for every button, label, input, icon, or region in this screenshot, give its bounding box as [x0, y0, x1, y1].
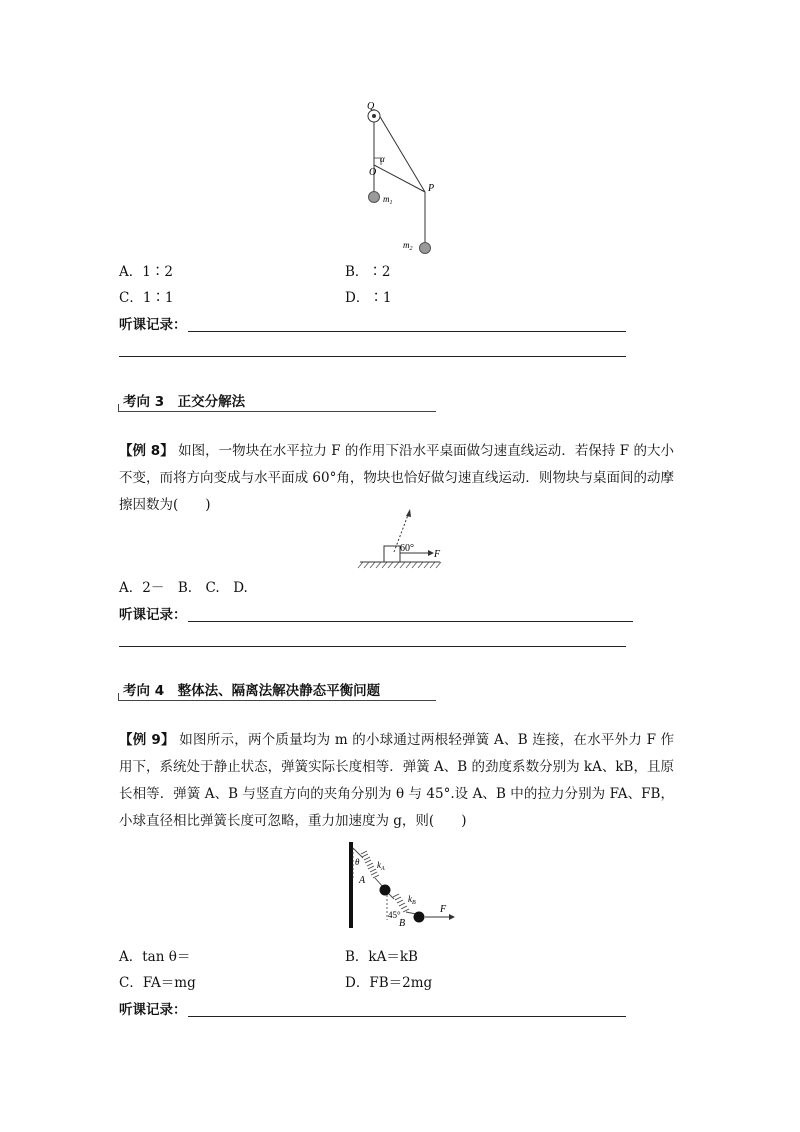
question-body: 如图，一物块在水平拉力 F 的作用下沿水平桌面做匀速直线运动．若保持 F 的大小不变，而将方向变成与水平面成 60°角，物块也恰好做匀速直线运动．则物块与桌面间的动摩擦因数为( )	[119, 443, 674, 513]
svg-text:O: O	[369, 167, 377, 178]
block-force-figure	[355, 505, 450, 570]
notes-line[interactable]	[188, 1016, 626, 1017]
question-text	[119, 727, 674, 835]
svg-text:m2: $m_2$	[403, 240, 413, 252]
option-a[interactable]: A．tan θ＝	[119, 949, 191, 965]
svg-text:60°: 60°	[400, 543, 414, 554]
options[interactable]: A．2－ B. C. D.	[119, 580, 248, 596]
svg-text:Q: Q	[367, 101, 375, 112]
option-d[interactable]: D．∶1	[345, 290, 392, 306]
svg-text:A: A	[359, 875, 366, 886]
notes-label: 听课记录：	[119, 1002, 187, 1018]
ball-1	[380, 885, 391, 896]
springs-figure	[345, 840, 465, 932]
option-c[interactable]: C．FA＝mg	[119, 975, 196, 991]
section-divider	[118, 693, 119, 700]
section-title: 考向 4 整体法、隔离法解决静态平衡问题	[123, 683, 381, 699]
svg-text:F: F	[434, 549, 441, 560]
notes-line[interactable]	[119, 356, 626, 357]
notes-line[interactable]	[119, 646, 626, 647]
question-tag: 【例 9】	[119, 732, 175, 748]
svg-text:α: α	[380, 154, 385, 164]
arrow-right-icon	[449, 914, 455, 920]
option-b[interactable]: B．∶2	[345, 264, 391, 280]
svg-text:P: P	[428, 183, 435, 194]
pulley-figure	[350, 95, 460, 260]
mass-m2	[420, 243, 431, 254]
svg-text:B: B	[399, 918, 406, 929]
svg-text:F: F	[440, 904, 447, 915]
section-divider	[118, 411, 436, 412]
section-divider	[118, 404, 119, 411]
svg-text:kB: $k_B$	[408, 894, 416, 906]
svg-text:45°: 45°	[388, 910, 401, 920]
notes-label: 听课记录：	[119, 317, 187, 333]
question-body: 如图所示，两个质量均为 m 的小球通过两根轻弹簧 A、B 连接，在水平外力 F 作用下，系统处于静止状态，弹簧实际长度相等．弹簧 A、B 的劲度系数分别为 kA、kB，且原长相等．弹簧 A、B 与竖直方向的夹角分别为 θ 与 45°.设 A、B 中的拉力分别为 FA、FB，小球直径相比弹簧长度可忽略，重力加速度为 g，则( )	[119, 732, 674, 829]
notes-line[interactable]	[188, 331, 626, 332]
option-a[interactable]: A．1∶2	[119, 264, 173, 280]
ball-2	[414, 912, 425, 923]
wall	[349, 842, 353, 928]
mass-m1	[369, 192, 380, 203]
svg-text:m1: $m_1$	[383, 194, 393, 206]
option-c[interactable]: C．1∶1	[119, 290, 174, 306]
notes-line[interactable]	[188, 621, 633, 622]
block	[384, 546, 400, 562]
svg-text:θ: θ	[355, 857, 360, 867]
svg-text:kA: $k_A$	[377, 860, 385, 872]
section-title: 考向 3 正交分解法	[123, 394, 246, 410]
question-tag: 【例 8】	[119, 443, 174, 459]
section-divider	[118, 700, 436, 701]
option-b[interactable]: B．kA＝kB	[345, 949, 418, 965]
arrow-up-right-icon	[406, 509, 411, 517]
option-d[interactable]: D．FB＝2mg	[345, 975, 433, 991]
notes-label: 听课记录：	[119, 607, 187, 623]
